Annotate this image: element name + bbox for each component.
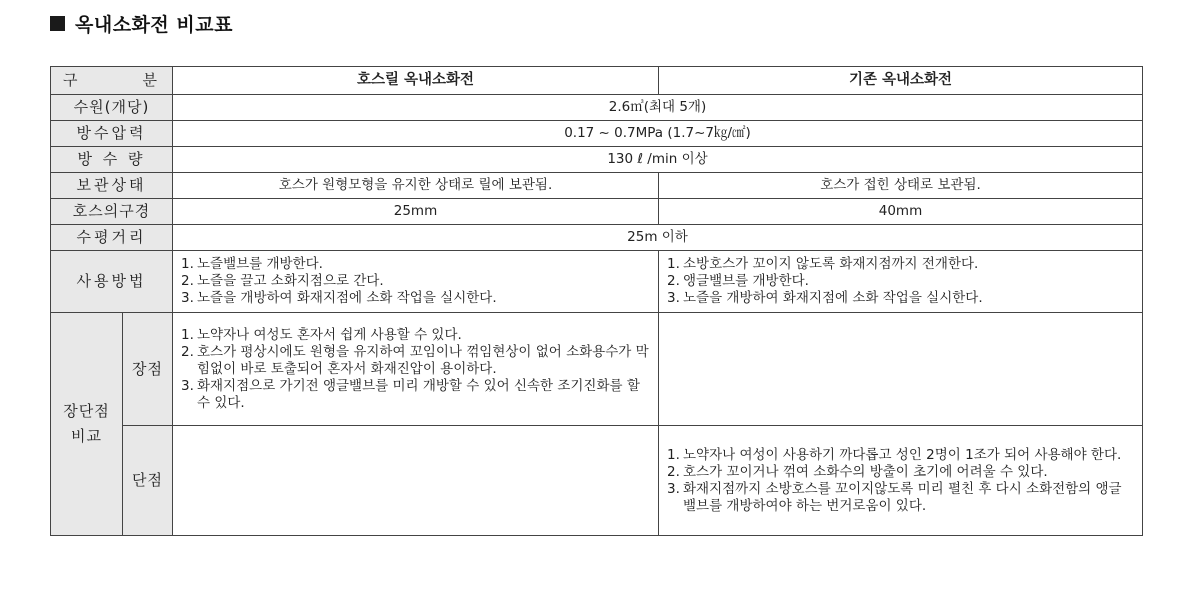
list-item xyxy=(181,256,650,273)
list-item-number: 3. xyxy=(181,290,194,306)
list-item-number: 1. xyxy=(667,256,680,272)
page-title xyxy=(50,8,233,38)
row-col1-value: 호스가 원형모형을 유지한 상태로 릴에 보관됨. xyxy=(173,173,659,199)
comparison-table xyxy=(50,66,1143,536)
list-item xyxy=(181,327,650,344)
square-bullet-icon xyxy=(50,16,65,31)
list-item-text: 노즐을 개방하여 화재지점에 소화 작업을 실시한다. xyxy=(683,290,983,306)
list-item-number: 1. xyxy=(667,446,680,463)
list-item xyxy=(667,256,1134,273)
row-label: 방수압력 xyxy=(51,121,173,147)
row-horizontal-distance xyxy=(51,225,1143,251)
list-item-number: 3. xyxy=(667,290,680,306)
list-item xyxy=(181,344,650,378)
row-col2-value: 호스가 접힌 상태로 보관됨. xyxy=(659,173,1143,199)
list-item-number: 2. xyxy=(667,463,680,480)
row-label: 사용방법 xyxy=(51,251,173,313)
list-item-number: 2. xyxy=(667,273,680,289)
pros-col2 xyxy=(659,313,1143,426)
header-label xyxy=(51,67,173,95)
list-item-text: 노즐을 끌고 소화지점으로 간다. xyxy=(197,273,384,289)
list-item xyxy=(667,481,1134,515)
row-value: 0.17 ~ 0.7MPa (1.7~7㎏/㎠) xyxy=(173,121,1143,147)
list-item-text: 화재지점으로 가기전 앵글밸브를 미리 개방할 수 있어 신속한 조기진화를 할 수 있다. xyxy=(197,377,640,411)
row-water-source xyxy=(51,95,1143,121)
cons-label: 단점 xyxy=(123,426,173,536)
row-label: 수원(개당) xyxy=(51,95,173,121)
list-item-text: 화재지점까지 소방호스를 꼬이지않도록 미리 펼친 후 다시 소화전함의 앵글밸브를 개방하여야 하는 번거로움이 있다. xyxy=(683,480,1122,514)
cons-col1 xyxy=(173,426,659,536)
page-title-text: 옥내소화전 비교표 xyxy=(75,13,233,36)
header-row xyxy=(51,67,1143,95)
row-usage xyxy=(51,251,1143,313)
list-item xyxy=(667,447,1134,464)
row-value: 25m 이하 xyxy=(173,225,1143,251)
list-item-number: 1. xyxy=(181,326,194,343)
row-cons xyxy=(51,426,1143,536)
compare-label-line2: 비교 xyxy=(71,427,102,445)
row-label: 호스의구경 xyxy=(51,199,173,225)
list-item-number: 1. xyxy=(181,256,194,272)
list-item-number: 2. xyxy=(181,343,194,360)
list-item-text: 노약자나 여성도 혼자서 쉽게 사용할 수 있다. xyxy=(197,326,462,343)
list-item-text: 호스가 꼬이거나 꺾여 소화수의 방출이 초기에 어려울 수 있다. xyxy=(683,463,1048,480)
header-col1: 호스릴 옥내소화전 xyxy=(173,67,659,95)
row-label: 방 수 량 xyxy=(51,147,173,173)
row-hose-diameter xyxy=(51,199,1143,225)
list-item-number: 3. xyxy=(667,480,680,497)
list-item-text: 노약자나 여성이 사용하기 까다롭고 성인 2명이 1조가 되어 사용해야 한다. xyxy=(683,446,1122,463)
list-item xyxy=(667,464,1134,481)
list-item-text: 호스가 평상시에도 원형을 유지하여 꼬임이나 꺾임현상이 없어 소화용수가 막힘없이 바로 토출되어 혼자서 화재진압이 용이하다. xyxy=(197,343,649,377)
row-label: 보관상태 xyxy=(51,173,173,199)
row-discharge-volume xyxy=(51,147,1143,173)
list-item xyxy=(667,290,1134,307)
list-item-number: 2. xyxy=(181,273,194,289)
row-col2-value: 40mm xyxy=(659,199,1143,225)
cons-col2 xyxy=(659,426,1143,536)
compare-label-line1: 장단점 xyxy=(63,402,110,420)
row-value: 130 ℓ /min 이상 xyxy=(173,147,1143,173)
row-value: 2.6㎥(최대 5개) xyxy=(173,95,1143,121)
header-label-left: 구 xyxy=(63,71,81,89)
row-label: 수평거리 xyxy=(51,225,173,251)
list-item-number: 3. xyxy=(181,377,194,394)
header-label-right: 분 xyxy=(142,71,160,89)
row-storage-state xyxy=(51,173,1143,199)
list-item xyxy=(667,273,1134,290)
usage-col1 xyxy=(173,251,659,313)
list-item-text: 소방호스가 꼬이지 않도록 화재지점까지 전개한다. xyxy=(683,256,979,272)
row-discharge-pressure xyxy=(51,121,1143,147)
header-col2: 기존 옥내소화전 xyxy=(659,67,1143,95)
row-col1-value: 25mm xyxy=(173,199,659,225)
list-item xyxy=(181,378,650,412)
list-item-text: 노즐밸브를 개방한다. xyxy=(197,256,323,272)
list-item xyxy=(181,273,650,290)
pros-col1 xyxy=(173,313,659,426)
usage-col2 xyxy=(659,251,1143,313)
list-item-text: 앵글밸브를 개방한다. xyxy=(683,273,809,289)
row-pros xyxy=(51,313,1143,426)
pros-label: 장점 xyxy=(123,313,173,426)
list-item xyxy=(181,290,650,307)
compare-label xyxy=(51,313,123,536)
list-item-text: 노즐을 개방하여 화재지점에 소화 작업을 실시한다. xyxy=(197,290,497,306)
